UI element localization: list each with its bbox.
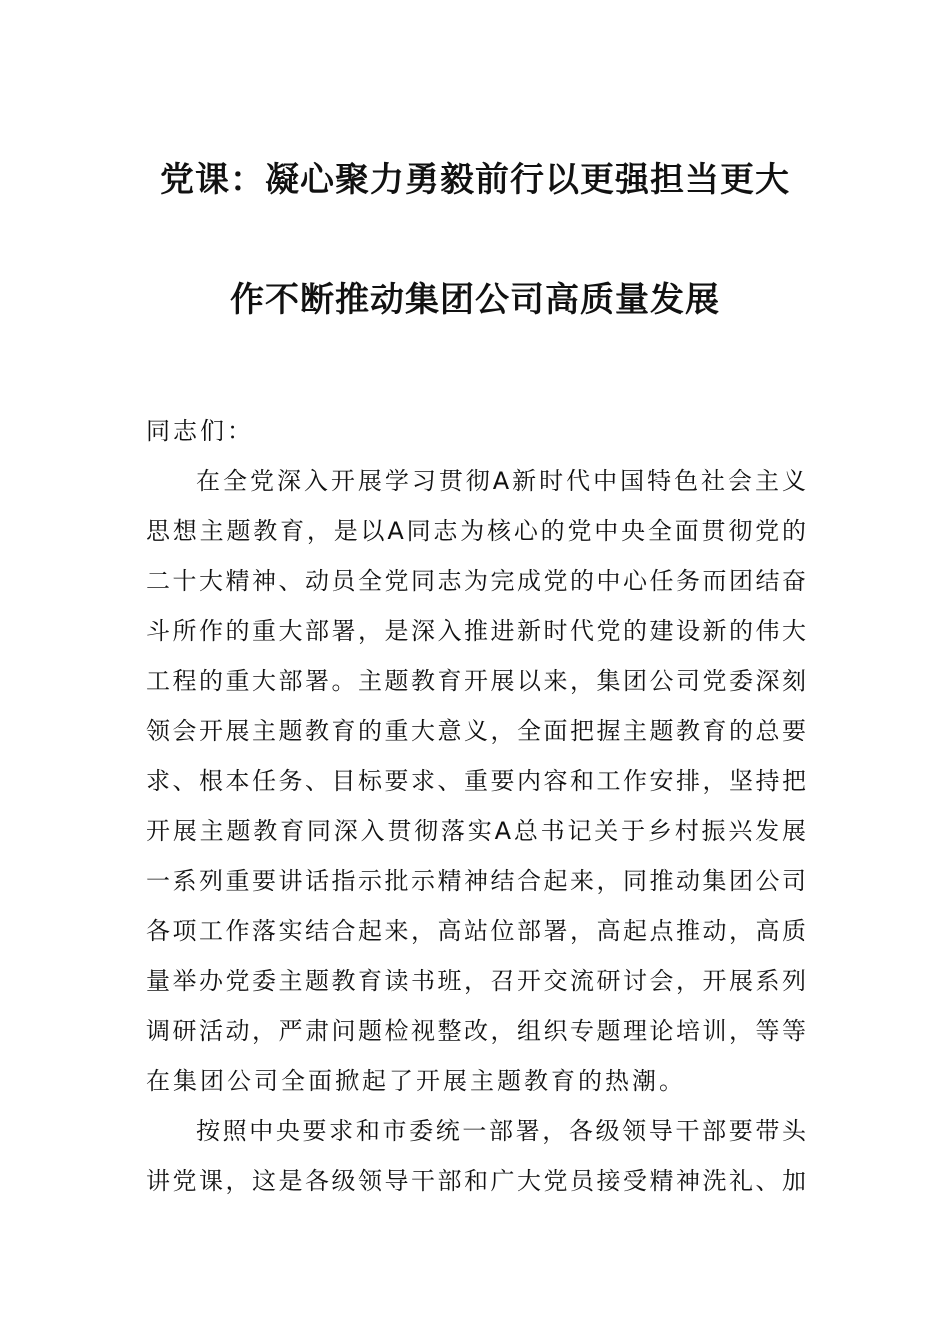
- paragraph-1-line: 量举办党委主题教育读书班，召开交流研讨会，开展系列: [146, 967, 806, 995]
- paragraph-1-line: 思想主题教育，是以A同志为核心的党中央全面贯彻党的: [146, 517, 806, 545]
- document-title-line-2: 作不断推动集团公司高质量发展: [230, 280, 720, 320]
- paragraph-2-line: 按照中央要求和市委统一部署，各级领导干部要带头: [196, 1117, 806, 1145]
- paragraph-2-line: 讲党课，这是各级领导干部和广大党员接受精神洗礼、加: [146, 1167, 806, 1195]
- salutation: 同志们：: [146, 417, 254, 445]
- paragraph-1-line: 在集团公司全面掀起了开展主题教育的热潮。: [146, 1067, 686, 1095]
- paragraph-1-line: 各项工作落实结合起来，高站位部署，高起点推动，高质: [146, 917, 806, 945]
- paragraph-1-line: 领会开展主题教育的重大意义，全面把握主题教育的总要: [146, 717, 806, 745]
- paragraph-1-line: 调研活动，严肃问题检视整改，组织专题理论培训，等等: [146, 1017, 806, 1045]
- paragraph-1-line: 工程的重大部署。主题教育开展以来，集团公司党委深刻: [146, 667, 806, 695]
- paragraph-1-line: 二十大精神、动员全党同志为完成党的中心任务而团结奋: [146, 567, 806, 595]
- document-title-line-1: 党课：凝心聚力勇毅前行以更强担当更大: [160, 160, 790, 200]
- paragraph-1-line: 一系列重要讲话指示批示精神结合起来，同推动集团公司: [146, 867, 806, 895]
- paragraph-1-line: 求、根本任务、目标要求、重要内容和工作安排，坚持把: [146, 767, 806, 795]
- paragraph-1-line: 在全党深入开展学习贯彻A新时代中国特色社会主义: [196, 467, 806, 495]
- paragraph-1-line: 开展主题教育同深入贯彻落实A总书记关于乡村振兴发展: [146, 817, 806, 845]
- paragraph-1-line: 斗所作的重大部署，是深入推进新时代党的建设新的伟大: [146, 617, 806, 645]
